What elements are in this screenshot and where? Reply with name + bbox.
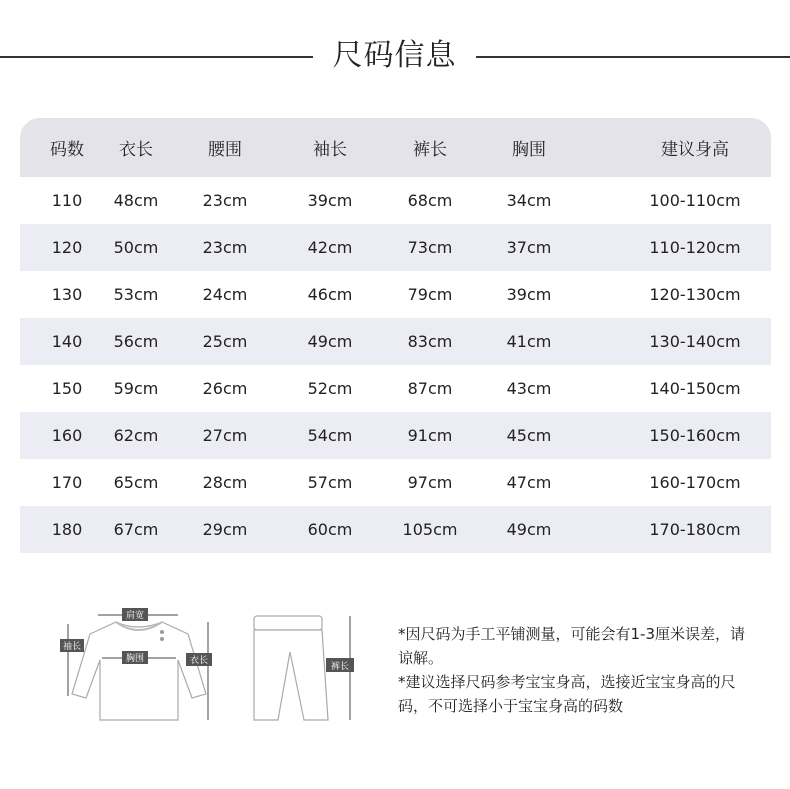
table-row — [20, 506, 771, 553]
cell-chest: 45cm — [506, 426, 552, 445]
cell-waist: 23cm — [202, 238, 248, 257]
cell-length: 53cm — [113, 285, 159, 304]
cell-sleeve: 54cm — [307, 426, 353, 445]
cell-pants-length: 68cm — [407, 191, 453, 210]
table-row — [20, 365, 771, 412]
cell-sleeve: 49cm — [307, 332, 353, 351]
table-header — [20, 118, 771, 177]
sleeve-label: 袖长 — [62, 642, 82, 652]
table-row — [20, 318, 771, 365]
cell-size: 160 — [51, 426, 83, 445]
cell-chest: 37cm — [506, 238, 552, 257]
note-selection: *建议选择尺码参考宝宝身高，选接近宝宝身高的尺码，不可选择小于宝宝身高的码数 — [398, 673, 736, 715]
table-row — [20, 412, 771, 459]
cell-waist: 26cm — [202, 379, 248, 398]
cell-sleeve: 42cm — [307, 238, 353, 257]
cell-size: 120 — [51, 238, 83, 257]
cell-sleeve: 46cm — [307, 285, 353, 304]
shirt-diagram — [58, 604, 220, 726]
cell-pants-length: 83cm — [407, 332, 453, 351]
cell-length: 48cm — [113, 191, 159, 210]
col-header-chest: 胸围 — [512, 140, 546, 160]
cell-length: 50cm — [113, 238, 159, 257]
cell-pants-length: 87cm — [407, 379, 453, 398]
size-table — [20, 118, 771, 553]
cell-length: 59cm — [113, 379, 159, 398]
cell-height: 150-160cm — [649, 426, 741, 445]
col-header-length: 衣长 — [119, 140, 153, 160]
cell-size: 170 — [51, 473, 83, 492]
cell-height: 170-180cm — [649, 520, 741, 539]
cell-length: 62cm — [113, 426, 159, 445]
cell-pants-length: 79cm — [407, 285, 453, 304]
cell-length: 56cm — [113, 332, 159, 351]
cell-height: 160-170cm — [649, 473, 741, 492]
page-title: 尺码信息 — [332, 38, 457, 73]
cell-waist: 27cm — [202, 426, 248, 445]
cell-length: 65cm — [113, 473, 159, 492]
col-header-size: 码数 — [50, 140, 84, 160]
col-header-height: 建议身高 — [661, 140, 729, 160]
cell-pants-length: 73cm — [407, 238, 453, 257]
cell-length: 67cm — [113, 520, 159, 539]
size-notes — [398, 622, 758, 718]
cell-size: 110 — [51, 191, 83, 210]
col-header-sleeve: 袖长 — [313, 140, 347, 160]
cell-size: 180 — [51, 520, 83, 539]
cell-chest: 39cm — [506, 285, 552, 304]
header-rule-right — [476, 56, 790, 58]
shoulder-label: 肩宽 — [125, 611, 145, 621]
length-label: 衣长 — [189, 656, 209, 666]
cell-chest: 47cm — [506, 473, 552, 492]
cell-height: 100-110cm — [649, 191, 741, 210]
header-rule-left — [0, 56, 313, 58]
cell-waist: 28cm — [202, 473, 248, 492]
cell-pants-length: 91cm — [407, 426, 453, 445]
cell-size: 140 — [51, 332, 83, 351]
col-header-pants-length: 裤长 — [413, 140, 447, 160]
cell-sleeve: 60cm — [307, 520, 353, 539]
table-row — [20, 177, 771, 224]
cell-waist: 25cm — [202, 332, 248, 351]
cell-waist: 23cm — [202, 191, 248, 210]
table-row — [20, 271, 771, 318]
cell-pants-length: 97cm — [407, 473, 453, 492]
cell-waist: 24cm — [202, 285, 248, 304]
table-row — [20, 224, 771, 271]
pants-length-label: 裤长 — [330, 662, 350, 672]
pants-diagram — [244, 612, 360, 728]
cell-height: 140-150cm — [649, 379, 741, 398]
cell-height: 110-120cm — [649, 238, 741, 257]
cell-size: 150 — [51, 379, 83, 398]
cell-chest: 34cm — [506, 191, 552, 210]
table-body — [20, 177, 771, 553]
cell-waist: 29cm — [202, 520, 248, 539]
cell-size: 130 — [51, 285, 83, 304]
note-measurement: *因尺码为手工平铺测量，可能会有1-3厘米误差，请谅解。 — [398, 625, 746, 667]
cell-sleeve: 39cm — [307, 191, 353, 210]
cell-chest: 49cm — [506, 520, 552, 539]
table-row — [20, 459, 771, 506]
cell-height: 120-130cm — [649, 285, 741, 304]
chest-label: 胸围 — [125, 654, 145, 664]
cell-sleeve: 57cm — [307, 473, 353, 492]
cell-height: 130-140cm — [649, 332, 741, 351]
cell-pants-length: 105cm — [402, 520, 458, 539]
cell-sleeve: 52cm — [307, 379, 353, 398]
cell-chest: 41cm — [506, 332, 552, 351]
col-header-waist: 腰围 — [208, 140, 242, 160]
cell-chest: 43cm — [506, 379, 552, 398]
